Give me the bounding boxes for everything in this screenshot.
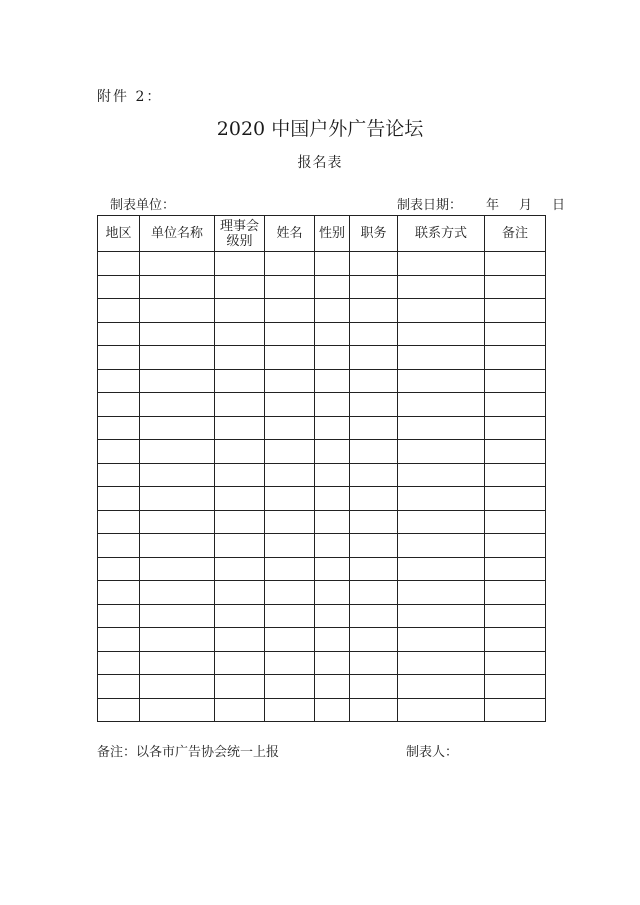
year-label: 年: [486, 198, 500, 213]
table-cell[interactable]: [98, 416, 140, 440]
table-cell[interactable]: [140, 252, 215, 276]
table-cell[interactable]: [140, 651, 215, 675]
table-cell[interactable]: [215, 299, 265, 323]
header-name: 姓名: [265, 216, 315, 252]
table-cell[interactable]: [140, 698, 215, 722]
table-cell[interactable]: [398, 416, 485, 440]
table-row: [98, 557, 546, 581]
table-cell[interactable]: [215, 322, 265, 346]
header-organization-name: 单位名称: [140, 216, 215, 252]
table-cell[interactable]: [398, 581, 485, 605]
table-cell[interactable]: [485, 581, 546, 605]
table-cell[interactable]: [265, 651, 315, 675]
table-cell[interactable]: [265, 628, 315, 652]
table-cell[interactable]: [265, 440, 315, 464]
table-cell[interactable]: [140, 628, 215, 652]
table-cell[interactable]: [398, 675, 485, 699]
table-cell[interactable]: [315, 463, 350, 487]
table-cell[interactable]: [315, 651, 350, 675]
table-cell[interactable]: [315, 534, 350, 558]
table-cell[interactable]: [215, 487, 265, 511]
table-cell[interactable]: [350, 675, 398, 699]
table-cell[interactable]: [140, 604, 215, 628]
table-cell[interactable]: [140, 346, 215, 370]
table-cell[interactable]: [265, 369, 315, 393]
table-cell[interactable]: [265, 416, 315, 440]
table-cell[interactable]: [265, 557, 315, 581]
header-contact: 联系方式: [398, 216, 485, 252]
table-row: [98, 393, 546, 417]
table-cell[interactable]: [98, 322, 140, 346]
table-cell[interactable]: [350, 698, 398, 722]
table-row: [98, 322, 546, 346]
table-cell[interactable]: [485, 604, 546, 628]
table-cell[interactable]: [350, 369, 398, 393]
table-cell[interactable]: [315, 322, 350, 346]
table-cell[interactable]: [350, 299, 398, 323]
form-subtitle: 报名表: [297, 155, 343, 171]
table-cell[interactable]: [485, 299, 546, 323]
table-cell[interactable]: [215, 252, 265, 276]
table-cell[interactable]: [398, 698, 485, 722]
table-cell[interactable]: [350, 557, 398, 581]
day-label: 日: [552, 198, 566, 213]
table-cell[interactable]: [215, 534, 265, 558]
table-cell[interactable]: [140, 393, 215, 417]
table-cell[interactable]: [485, 416, 546, 440]
table-cell[interactable]: [140, 675, 215, 699]
table-cell[interactable]: [265, 698, 315, 722]
table-cell[interactable]: [315, 557, 350, 581]
table-cell[interactable]: [315, 299, 350, 323]
table-row: [98, 534, 546, 558]
table-row: [98, 416, 546, 440]
table-row: [98, 369, 546, 393]
table-cell[interactable]: [98, 510, 140, 534]
table-cell[interactable]: [215, 369, 265, 393]
table-cell[interactable]: [265, 299, 315, 323]
table-cell[interactable]: [315, 604, 350, 628]
table-cell[interactable]: [98, 581, 140, 605]
table-row: [98, 651, 546, 675]
table-cell[interactable]: [315, 487, 350, 511]
table-cell[interactable]: [398, 604, 485, 628]
table-cell[interactable]: [140, 369, 215, 393]
header-region: 地区: [98, 216, 140, 252]
table-cell[interactable]: [398, 463, 485, 487]
table-cell[interactable]: [265, 487, 315, 511]
date-line: [397, 194, 565, 213]
table-cell[interactable]: [485, 534, 546, 558]
table-cell[interactable]: [215, 393, 265, 417]
table-row: [98, 346, 546, 370]
table-cell[interactable]: [215, 651, 265, 675]
table-cell[interactable]: [265, 604, 315, 628]
table-cell[interactable]: [98, 299, 140, 323]
table-cell[interactable]: [215, 346, 265, 370]
table-cell[interactable]: [98, 698, 140, 722]
table-cell[interactable]: [140, 510, 215, 534]
table-cell[interactable]: [315, 440, 350, 464]
table-row: [98, 698, 546, 722]
table-cell[interactable]: [265, 675, 315, 699]
table-cell[interactable]: [265, 581, 315, 605]
table-cell[interactable]: [350, 510, 398, 534]
table-cell[interactable]: [215, 581, 265, 605]
table-row: [98, 581, 546, 605]
table-cell[interactable]: [398, 252, 485, 276]
table-cell[interactable]: [98, 369, 140, 393]
table-cell[interactable]: [98, 275, 140, 299]
table-cell[interactable]: [140, 322, 215, 346]
table-cell[interactable]: [315, 628, 350, 652]
table-cell[interactable]: [98, 651, 140, 675]
table-cell[interactable]: [315, 393, 350, 417]
table-cell[interactable]: [98, 628, 140, 652]
table-cell[interactable]: [140, 534, 215, 558]
table-cell[interactable]: [315, 275, 350, 299]
table-cell[interactable]: [485, 322, 546, 346]
table-cell[interactable]: [98, 440, 140, 464]
table-cell[interactable]: [265, 534, 315, 558]
table-cell[interactable]: [265, 252, 315, 276]
table-cell[interactable]: [315, 675, 350, 699]
table-cell[interactable]: [215, 510, 265, 534]
preparer-label: 制表人：: [406, 745, 459, 760]
table-cell[interactable]: [350, 487, 398, 511]
table-cell[interactable]: [215, 463, 265, 487]
table-cell[interactable]: [350, 628, 398, 652]
table-cell[interactable]: [485, 628, 546, 652]
table-cell[interactable]: [140, 557, 215, 581]
table-cell[interactable]: [215, 675, 265, 699]
header-council-level: 理事会级别: [215, 216, 265, 252]
header-remarks: 备注: [485, 216, 546, 252]
table-row: [98, 440, 546, 464]
table-cell[interactable]: [265, 463, 315, 487]
table-cell[interactable]: [140, 416, 215, 440]
table-cell[interactable]: [485, 252, 546, 276]
table-row: [98, 463, 546, 487]
table-cell[interactable]: [265, 510, 315, 534]
table-cell[interactable]: [398, 651, 485, 675]
table-cell[interactable]: [350, 581, 398, 605]
table-cell[interactable]: [215, 698, 265, 722]
table-row: [98, 299, 546, 323]
table-cell[interactable]: [98, 557, 140, 581]
table-cell[interactable]: [140, 581, 215, 605]
table-cell[interactable]: [140, 463, 215, 487]
table-cell[interactable]: [265, 346, 315, 370]
table-cell[interactable]: [398, 275, 485, 299]
table-cell[interactable]: [140, 487, 215, 511]
table-cell[interactable]: [215, 604, 265, 628]
prepared-by-unit-label: 制表单位：: [110, 198, 176, 213]
registration-table: [97, 215, 546, 722]
table-row: [98, 487, 546, 511]
table-cell[interactable]: [485, 675, 546, 699]
table-cell[interactable]: [398, 393, 485, 417]
table-cell[interactable]: [398, 510, 485, 534]
attachment-label: 附件 2：: [97, 89, 163, 105]
table-cell[interactable]: [265, 322, 315, 346]
table-cell[interactable]: [215, 628, 265, 652]
table-cell[interactable]: [485, 510, 546, 534]
month-label: 月: [519, 198, 533, 213]
table-cell[interactable]: [350, 651, 398, 675]
table-cell[interactable]: [265, 393, 315, 417]
table-cell[interactable]: [350, 604, 398, 628]
table-cell[interactable]: [485, 369, 546, 393]
table-row: [98, 275, 546, 299]
table-cell[interactable]: [265, 275, 315, 299]
table-cell[interactable]: [98, 252, 140, 276]
table-cell[interactable]: [315, 346, 350, 370]
table-cell[interactable]: [98, 346, 140, 370]
table-cell[interactable]: [398, 369, 485, 393]
table-header-row: [98, 216, 546, 252]
table-cell[interactable]: [315, 252, 350, 276]
table-cell[interactable]: [315, 416, 350, 440]
table-cell[interactable]: [140, 275, 215, 299]
table-cell[interactable]: [350, 322, 398, 346]
table-cell[interactable]: [98, 604, 140, 628]
table-cell[interactable]: [485, 440, 546, 464]
table-cell[interactable]: [485, 463, 546, 487]
table-cell[interactable]: [485, 698, 546, 722]
table-cell[interactable]: [140, 299, 215, 323]
table-cell[interactable]: [485, 651, 546, 675]
table-cell[interactable]: [350, 416, 398, 440]
table-cell[interactable]: [140, 440, 215, 464]
table-cell[interactable]: [350, 463, 398, 487]
table-row: [98, 252, 546, 276]
table-cell[interactable]: [315, 369, 350, 393]
table-cell[interactable]: [215, 416, 265, 440]
table-cell[interactable]: [398, 534, 485, 558]
header-gender: 性别: [315, 216, 350, 252]
table-cell[interactable]: [398, 557, 485, 581]
table-cell[interactable]: [315, 698, 350, 722]
table-cell[interactable]: [485, 275, 546, 299]
table-row: [98, 628, 546, 652]
table-row: [98, 510, 546, 534]
table-cell[interactable]: [98, 675, 140, 699]
table-cell[interactable]: [315, 581, 350, 605]
table-cell[interactable]: [350, 275, 398, 299]
table-cell[interactable]: [398, 346, 485, 370]
table-cell[interactable]: [98, 487, 140, 511]
table-cell[interactable]: [98, 393, 140, 417]
table-cell[interactable]: [398, 628, 485, 652]
table-cell[interactable]: [215, 275, 265, 299]
table-cell[interactable]: [485, 393, 546, 417]
table-cell[interactable]: [398, 299, 485, 323]
table-cell[interactable]: [350, 393, 398, 417]
table-cell[interactable]: [215, 440, 265, 464]
table-cell[interactable]: [315, 510, 350, 534]
table-row: [98, 604, 546, 628]
table-cell[interactable]: [485, 487, 546, 511]
table-cell[interactable]: [350, 346, 398, 370]
table-cell[interactable]: [98, 463, 140, 487]
date-label: 制表日期：: [397, 198, 463, 213]
table-cell[interactable]: [398, 322, 485, 346]
table-cell[interactable]: [350, 252, 398, 276]
table-cell[interactable]: [398, 440, 485, 464]
table-cell[interactable]: [485, 346, 546, 370]
footer-note: 备注：以各市广告协会统一上报: [97, 745, 280, 760]
page-title: 2020 中国户外广告论坛: [216, 118, 424, 140]
table-cell[interactable]: [98, 534, 140, 558]
table-cell[interactable]: [215, 557, 265, 581]
table-cell[interactable]: [350, 534, 398, 558]
table-cell[interactable]: [485, 557, 546, 581]
table-row: [98, 675, 546, 699]
header-position: 职务: [350, 216, 398, 252]
table-cell[interactable]: [350, 440, 398, 464]
table-cell[interactable]: [398, 487, 485, 511]
